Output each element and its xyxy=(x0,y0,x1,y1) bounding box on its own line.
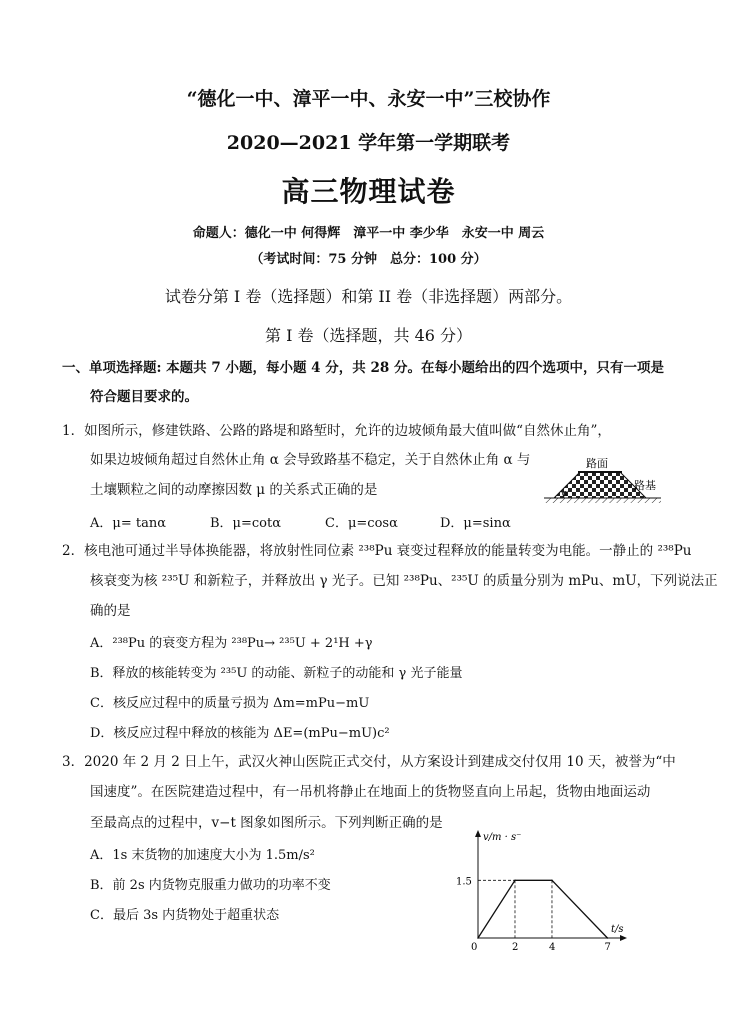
road-surface-label: 路面 xyxy=(586,457,608,470)
authors-line: 命题人：德化一中 何得辉 漳平一中 李少华 永安一中 周云 xyxy=(192,226,545,241)
angle-label: α xyxy=(562,489,569,499)
y-axis-arrow xyxy=(475,830,481,837)
q3-option-b: B．前 2s 内货物克服重力做功的功率不变 xyxy=(90,878,331,893)
q3-line3: 至最高点的过程中，v−t 图象如图所示。下列判断正确的是 xyxy=(90,815,443,831)
velocity-series-line xyxy=(478,880,607,938)
q1-option-c: C．μ=cosα xyxy=(325,516,398,531)
data-point-1 xyxy=(514,880,516,882)
embankment-figure xyxy=(540,452,665,512)
q1-option-a: A．μ= tanα xyxy=(90,516,166,531)
data-point-2 xyxy=(551,880,553,882)
exam-title: 高三物理试卷 xyxy=(281,175,456,208)
year-line: 2020—2021 学年第一学期联考 xyxy=(226,132,511,154)
data-point-3 xyxy=(607,937,609,939)
x-tick-label-0: 0 xyxy=(471,942,478,953)
q2-option-b: B．释放的核能转变为 ²³⁵U 的动能、新粒子的动能和 γ 光子能量 xyxy=(90,666,463,681)
part1-heading: 第 I 卷（选择题，共 46 分） xyxy=(264,326,473,345)
q2-option-a: A．²³⁸Pu 的衰变方程为 ²³⁸Pu→ ²³⁵U + 2¹H +γ xyxy=(90,636,373,651)
x-tick-label-2: 4 xyxy=(548,942,556,953)
data-point-0 xyxy=(477,937,479,939)
q3-line2: 国速度”。在医院建造过程中，有一吊机将静止在地面上的货物竖直向上吊起，货物由地面运动 xyxy=(90,784,651,800)
q2-option-d: D．核反应过程中释放的核能为 ΔE=(mPu−mU)c² xyxy=(90,726,390,741)
vt-chart xyxy=(452,828,632,953)
q1-option-d: D．μ=sinα xyxy=(440,516,511,531)
y-axis-label: v/m · s⁻ xyxy=(483,832,522,843)
paper-intro: 试卷分第 I 卷（选择题）和第 II 卷（非选择题）两部分。 xyxy=(164,287,573,306)
q2-line2: 核衰变为核 ²³⁵U 和新粒子，并释放出 γ 光子。已知 ²³⁸Pu、²³⁵U 的质量分别为 mPu、mU，下列说法正 xyxy=(90,573,718,589)
roadbed-label: 路基 xyxy=(634,479,656,492)
q3-option-a: A．1s 末货物的加速度大小为 1.5m/s² xyxy=(90,848,315,863)
q2-option-c: C．核反应过程中的质量亏损为 Δm=mPu−mU xyxy=(90,696,370,711)
q2-line1: 2．核电池可通过半导体换能器，将放射性同位素 ²³⁸Pu 衰变过程释放的能量转变为电能。一静止的 ²³⁸Pu xyxy=(62,543,692,559)
q1-line3: 土壤颗粒之间的动摩擦因数 μ 的关系式正确的是 xyxy=(90,482,378,498)
q1-line2: 如果边坡倾角超过自然休止角 α 会导致路基不稳定，关于自然休止角 α 与 xyxy=(90,452,531,468)
q3-line1: 3．2020 年 2 月 2 日上午，武汉火神山医院正式交付，从方案设计到建成交付仅用 10 天，被誉为“中 xyxy=(62,754,676,770)
exam-info: （考试时间：75 分钟 总分：100 分） xyxy=(250,252,487,267)
x-tick-label-1: 2 xyxy=(511,942,519,953)
x-axis-arrow xyxy=(620,935,627,941)
q1-option-b: B．μ=cotα xyxy=(210,516,282,531)
school-line: “德化一中、漳平一中、永安一中”三校协作 xyxy=(186,88,551,110)
section1-line1: 一、单项选择题: 本题共 7 小题，每小题 4 分，共 28 分。在每小题给出的四个选项中，只有一项是 xyxy=(62,360,664,376)
x-tick-label-3: 7 xyxy=(604,942,611,953)
x-axis-label: t/s xyxy=(611,924,624,935)
q1-line1: 1．如图所示，修建铁路、公路的路堤和路堑时，允许的边坡倾角最大值叫做“自然休止角”， xyxy=(62,423,611,439)
y-tick-label-0: 1.5 xyxy=(456,876,472,888)
q3-option-c: C．最后 3s 内货物处于超重状态 xyxy=(90,908,280,923)
section1-line2: 符合题目要求的。 xyxy=(90,389,198,405)
q2-line3: 确的是 xyxy=(90,603,131,619)
